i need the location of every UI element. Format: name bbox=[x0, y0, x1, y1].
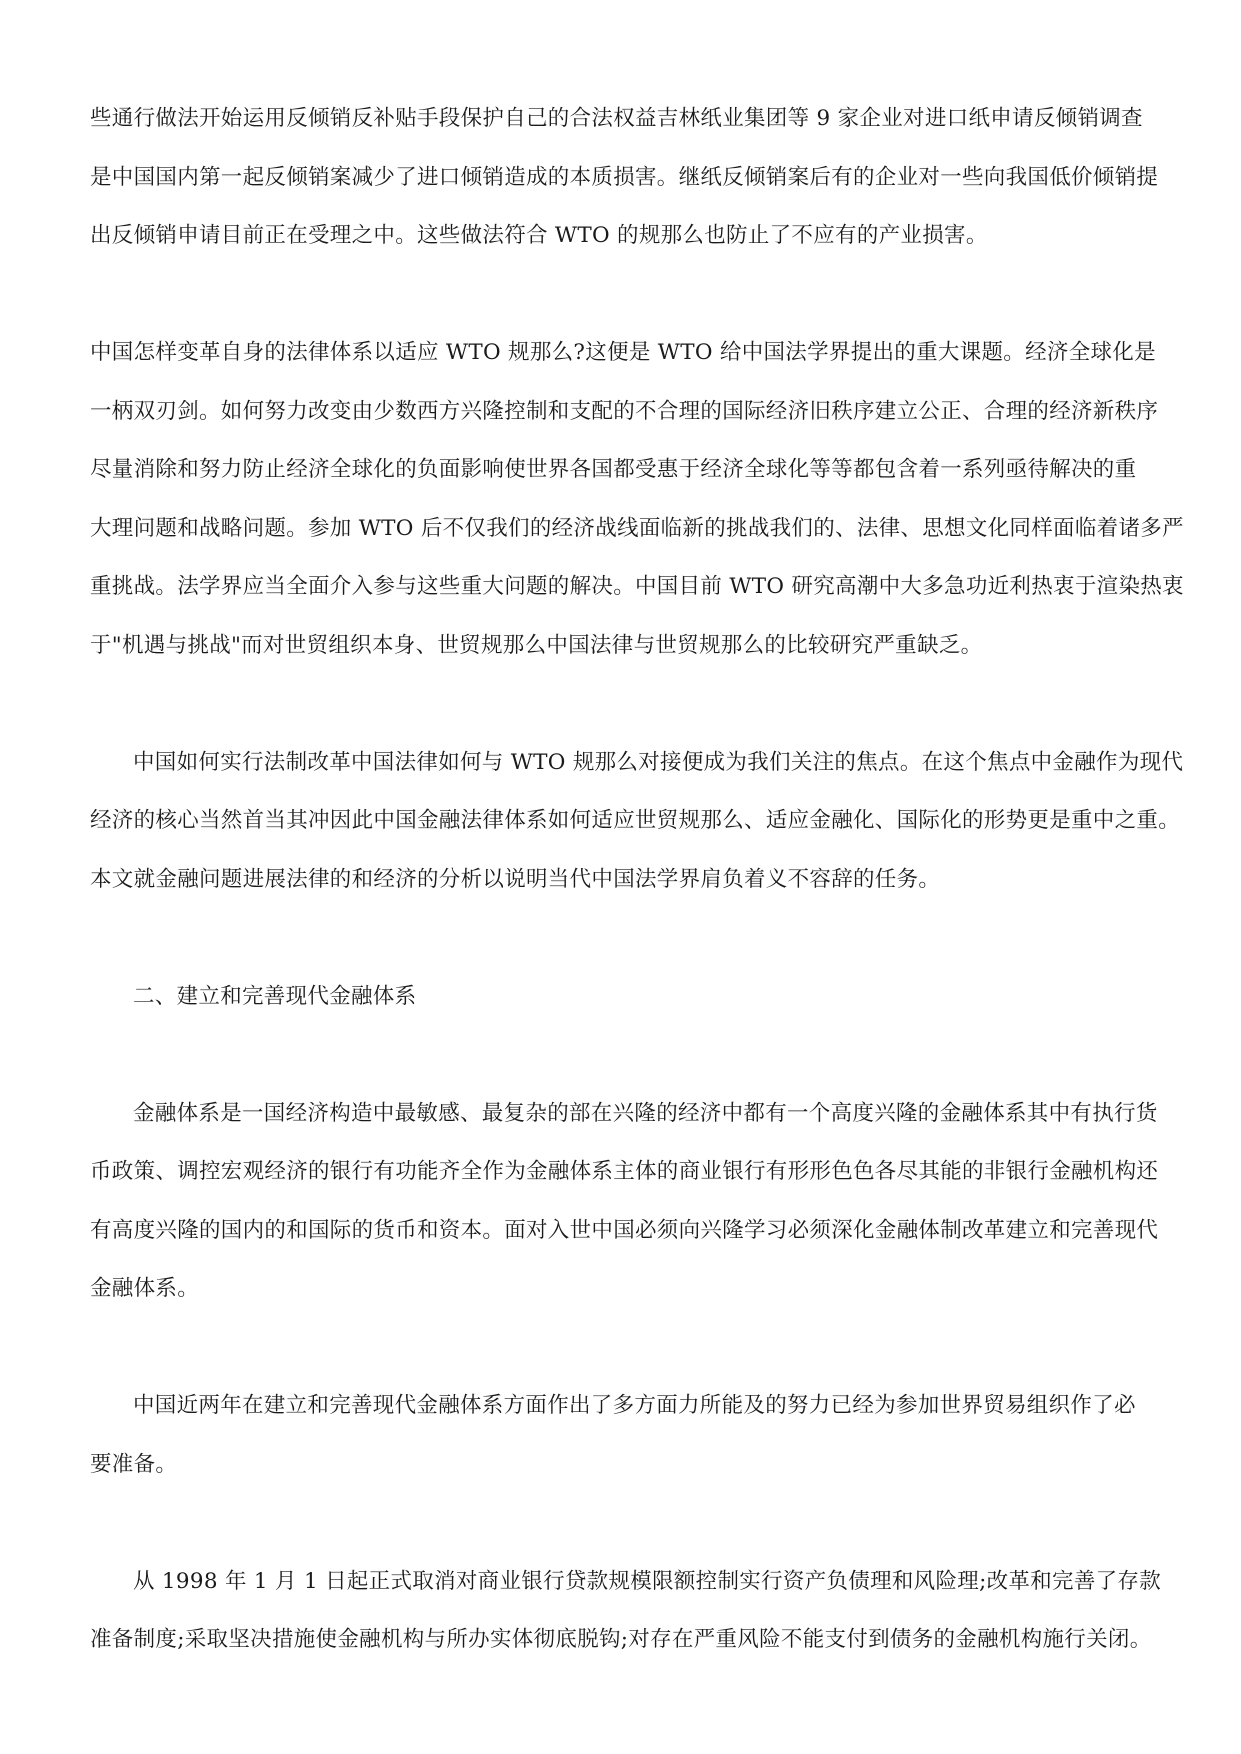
text-line: 是中国国内第一起反倾销案减少了进口倾销造成的本质损害。继纸反倾销案后有的企业对一些向我国低价倾销提 bbox=[90, 164, 1159, 190]
text-line: 经济的核心当然首当其冲因此中国金融法律体系如何适应世贸规那么、适应金融化、国际化的形势更是重中之重。 bbox=[90, 808, 1181, 833]
text-line: 中国如何实行法制改革中国法律如何与 WTO 规那么对接便成为我们关注的焦点。在这个焦点中金融作为现代 bbox=[133, 749, 1184, 775]
section-heading-text: 二、建立和完善现代金融体系 bbox=[133, 983, 417, 1009]
text-line: 中国近两年在建立和完善现代金融体系方面作出了多方面力所能及的努力已经为参加世界贸易组织作了必 bbox=[133, 1393, 1136, 1418]
text-line: 金融体系是一国经济构造中最敏感、最复杂的部在兴隆的经济中都有一个高度兴隆的金融体系其中有执行货 bbox=[133, 1100, 1158, 1126]
text-line: 重挑战。法学界应当全面介入参与这些重大问题的解决。中国目前 WTO 研究高潮中大多急功近利热衷于渲染热衷 bbox=[90, 574, 1184, 599]
paragraph-6 bbox=[90, 1553, 1162, 1670]
text-line: 出反倾销申请目前正在受理之中。这些做法符合 WTO 的规那么也防止了不应有的产业损害。 bbox=[90, 223, 988, 248]
text-line: 币政策、调控宏观经济的银行有功能齐全作为金融体系主体的商业银行有形形色色各尽其能的非银行金融机构还 bbox=[90, 1159, 1159, 1184]
text-line: 本文就金融问题进展法律的和经济的分析以说明当代中国法学界肩负着义不容辞的任务。 bbox=[90, 866, 941, 892]
paragraph-5 bbox=[90, 1377, 1152, 1494]
text-line: 大理问题和战略问题。参加 WTO 后不仅我们的经济战线面临新的挑战我们的、法律、思想文化同样面临着诸多严 bbox=[90, 515, 1184, 541]
text-line: 准备制度;采取坚决措施使金融机构与所办实体彻底脱钩;对存在严重风险不能支付到债务的金融机构施行关闭。 bbox=[90, 1627, 1152, 1652]
text-line: 金融体系。 bbox=[90, 1276, 200, 1301]
paragraph-4 bbox=[90, 1085, 1159, 1319]
text-line: 些通行做法开始运用反倾销反补贴手段保护自己的合法权益吉林纸业集团等 9 家企业对进口纸申请反倾销调查 bbox=[90, 106, 1143, 131]
document-page bbox=[90, 90, 1184, 1728]
text-line: 有高度兴隆的国内的和国际的货币和资本。面对入世中国必须向兴隆学习必须深化金融体制改革建立和完善现代 bbox=[90, 1217, 1159, 1243]
text-line: 一柄双刃剑。如何努力改变由少数西方兴隆控制和支配的不合理的国际经济旧秩序建立公正、合理的经济新秩序 bbox=[90, 398, 1159, 424]
text-line: 于"机遇与挑战"而对世贸组织本身、世贸规那么中国法律与世贸规那么的比较研究严重缺乏。 bbox=[90, 632, 983, 658]
text-line: 要准备。 bbox=[90, 1451, 178, 1477]
paragraph-2 bbox=[90, 324, 1184, 675]
text-line: 尽量消除和努力防止经济全球化的负面影响使世界各国都受惠于经济全球化等等都包含着一系列亟待解决的重 bbox=[90, 457, 1137, 482]
text-line: 从 1998 年 1 月 1 日起正式取消对商业银行贷款规模限额控制实行资产负债理和风险理;改革和完善了存款 bbox=[133, 1568, 1162, 1594]
text-line: 中国怎样变革自身的法律体系以适应 WTO 规那么?这便是 WTO 给中国法学界提出的重大课题。经济全球化是 bbox=[90, 340, 1156, 365]
section-heading bbox=[90, 968, 1152, 1027]
paragraph-3 bbox=[90, 734, 1184, 910]
paragraph-1 bbox=[90, 90, 1159, 266]
